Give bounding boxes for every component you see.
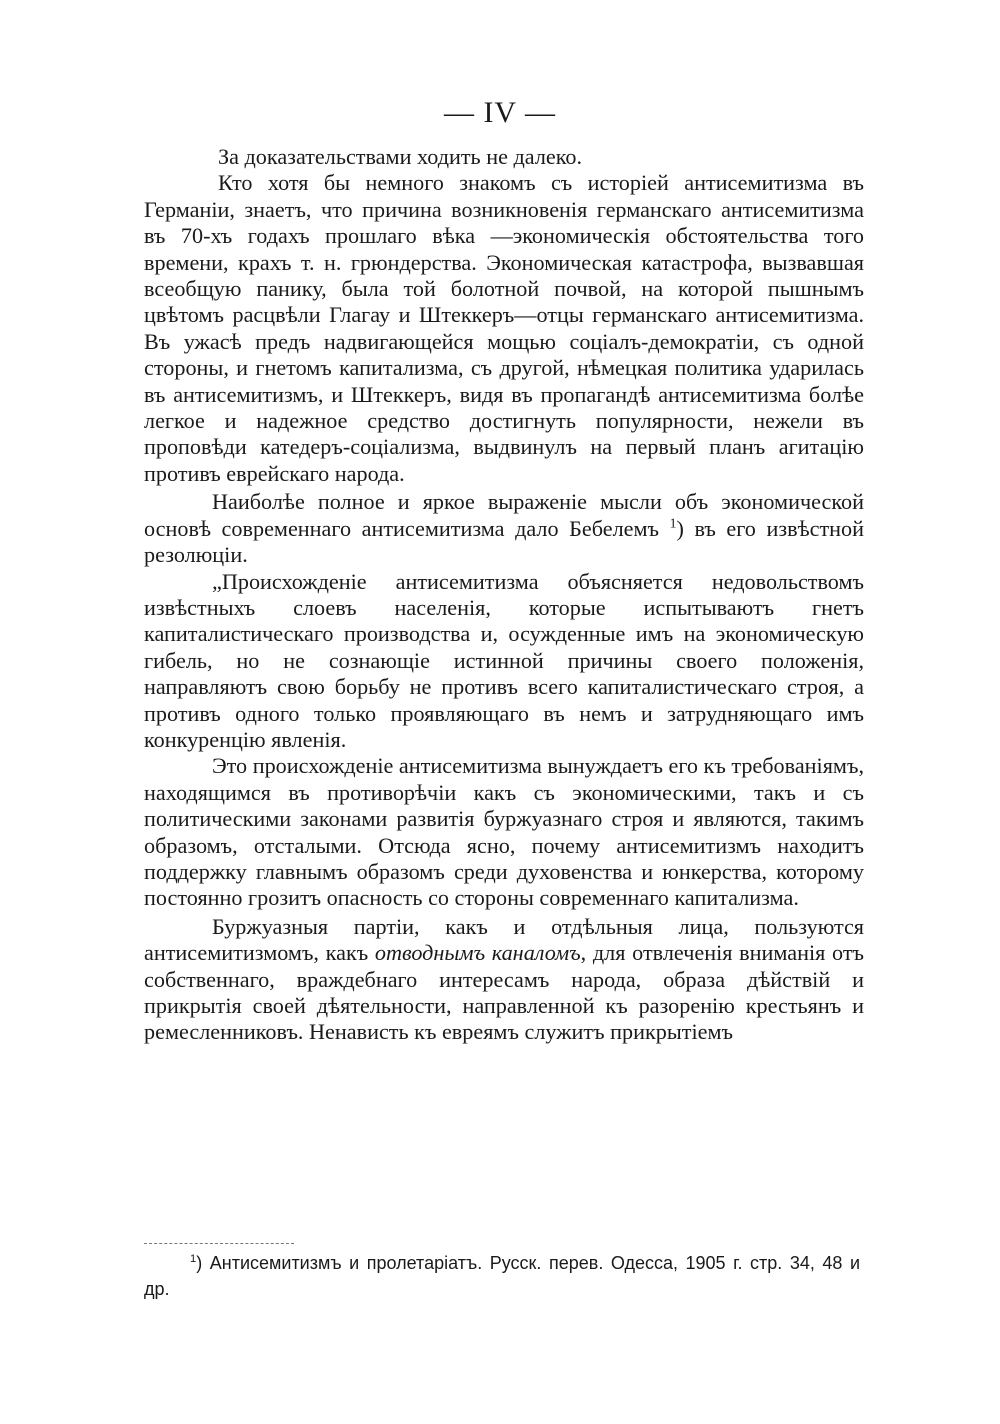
paragraph-3-text-end: ) въ его извѣстной резолюціи.	[144, 515, 865, 568]
footnote-reference: 1	[669, 515, 677, 531]
paragraph-4-quote: „Происхожденіе антисемитизма объясняется недовольствомъ извѣстныхъ слоевъ населенія, которые испытываютъ гнетъ капиталистическаго производства и, осужденные имъ на экономическую гибель, но не сознающіе истинной причины своего положенія, направляютъ свою борьбу не противъ всего капиталистическаго строя, а противъ одного только проявляющаго въ немъ и затрудняющаго имъ конкуренцію явленія.	[144, 568, 864, 752]
footnote	[144, 1250, 860, 1302]
paragraph-1: За доказательствами ходить не далеко.	[218, 144, 583, 169]
main-text	[144, 144, 864, 1046]
paragraph-6-text-start: Буржуазныя партіи, какъ и отдѣльныя лица, пользуются антисемитизмомъ, какъ	[144, 913, 864, 966]
paragraph-3-text-start: Наиболѣе полное и яркое выраженіе мысли объ экономической основѣ современнаго антисемитизма дало Бебелемъ	[144, 489, 864, 541]
paragraph-6-italic-phrase: отводнымъ каналомъ	[374, 940, 581, 966]
page-number: — IV —	[443, 96, 557, 129]
paragraph-3	[144, 489, 864, 568]
paragraph-6-text-end: , для отвлеченія вниманія отъ собственнаго, враждебнаго интересамъ народа, образа дѣйствій и прикрытія своей дѣятельности, направленной къ разоренію крестьянъ и ремесленниковъ. Ненависть къ евреямъ служитъ прикрытіемъ	[144, 940, 864, 1045]
footnote-text: ) Антисемитизмъ и пролетаріатъ. Русск. перев. Одесса, 1905 г. стр. 34, 48 и др.	[144, 1253, 860, 1299]
paragraph-2: Кто хотя бы немного знакомъ съ исторіей антисемитизма въ Германіи, знаетъ, что причина возникновенія германскаго антисемитизма въ 70-хъ годахъ прошлаго вѣка —экономическія обстоятельства того времени, крахъ т. н. грюндерства. Экономическая катастрофа, вызвавшая всеобщую панику, была той болотной почвой, на которой пышнымъ цвѣтомъ расцвѣли Глагау и Штеккеръ—отцы германскаго антисемитизма. Въ ужасѣ предъ надвигающейся мощью соціалъ-демократіи, съ одной стороны, и гнетомъ капитализма, съ другой, нѣмецкая политика ударилась въ антисемитизмъ, и Штеккеръ, видя въ пропагандѣ антисемитизма болѣе легкое и надежное средство достигнуть популярности, нежели въ проповѣди катедеръ-соціализма, выдвинулъ на первый планъ агитацію противъ еврейскаго народа.	[144, 170, 864, 486]
footnote-marker: 1	[190, 1253, 197, 1265]
paragraph-6	[144, 914, 864, 1046]
paragraph-5: Это происхожденіе антисемитизма вынуждаетъ его къ требованіямъ, находящимся въ противорѣчіи какъ съ экономическими, такъ и съ политическими законами развитія буржуазнаго строя и являются, такимъ образомъ, отсталыми. Отсюда ясно, почему антисемитизмъ находитъ поддержку главнымъ образомъ среди духовенства и юнкерства, которому постоянно грозитъ опасность со стороны современнаго капитализма.	[144, 753, 864, 911]
footnote-divider	[144, 1243, 294, 1244]
